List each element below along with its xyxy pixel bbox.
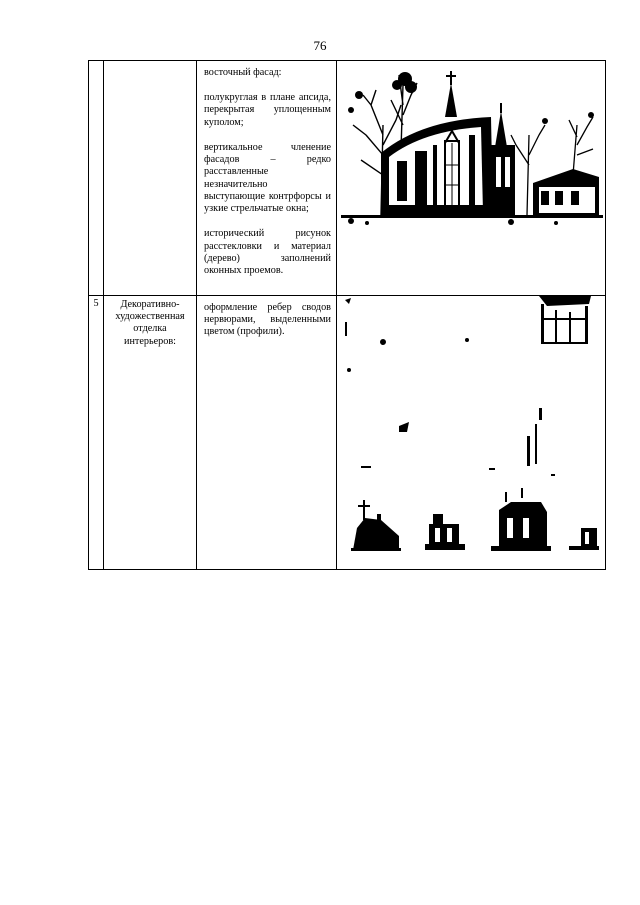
- description-paragraph: исторический рисунок расстекловки и материал (дерево) заполнений оконных проемов.: [204, 228, 331, 277]
- row-number-cell: [89, 61, 104, 296]
- table-row: [89, 296, 606, 570]
- row-image-cell: [337, 296, 606, 570]
- row-description-cell: [197, 61, 337, 296]
- table-row: [89, 61, 606, 296]
- row-image-cell: [337, 61, 606, 296]
- description-paragraph: восточный фасад:: [204, 67, 282, 78]
- row-name-cell: [104, 61, 197, 296]
- description-paragraph: полукруглая в плане апсида, перекрытая уплощенным куполом;: [204, 92, 331, 128]
- description-paragraph: вертикальное членение фасадов – редко расставленные незначительно выступающие контрфорсы и узкие стрельчатые окна;: [204, 141, 331, 215]
- church-apse-photo: [341, 65, 603, 233]
- description-paragraph: оформление ребер сводов нервюрами, выделенными цветом (профили).: [204, 302, 331, 338]
- page-number: 76: [313, 38, 327, 53]
- heritage-table: [88, 60, 606, 570]
- row-description-cell: [197, 296, 337, 570]
- row-number-cell: 5: [89, 296, 104, 570]
- row-name-cell: Декоративно-художественная отделка интерьеров:: [104, 296, 197, 570]
- interior-vault-photo: [341, 296, 603, 566]
